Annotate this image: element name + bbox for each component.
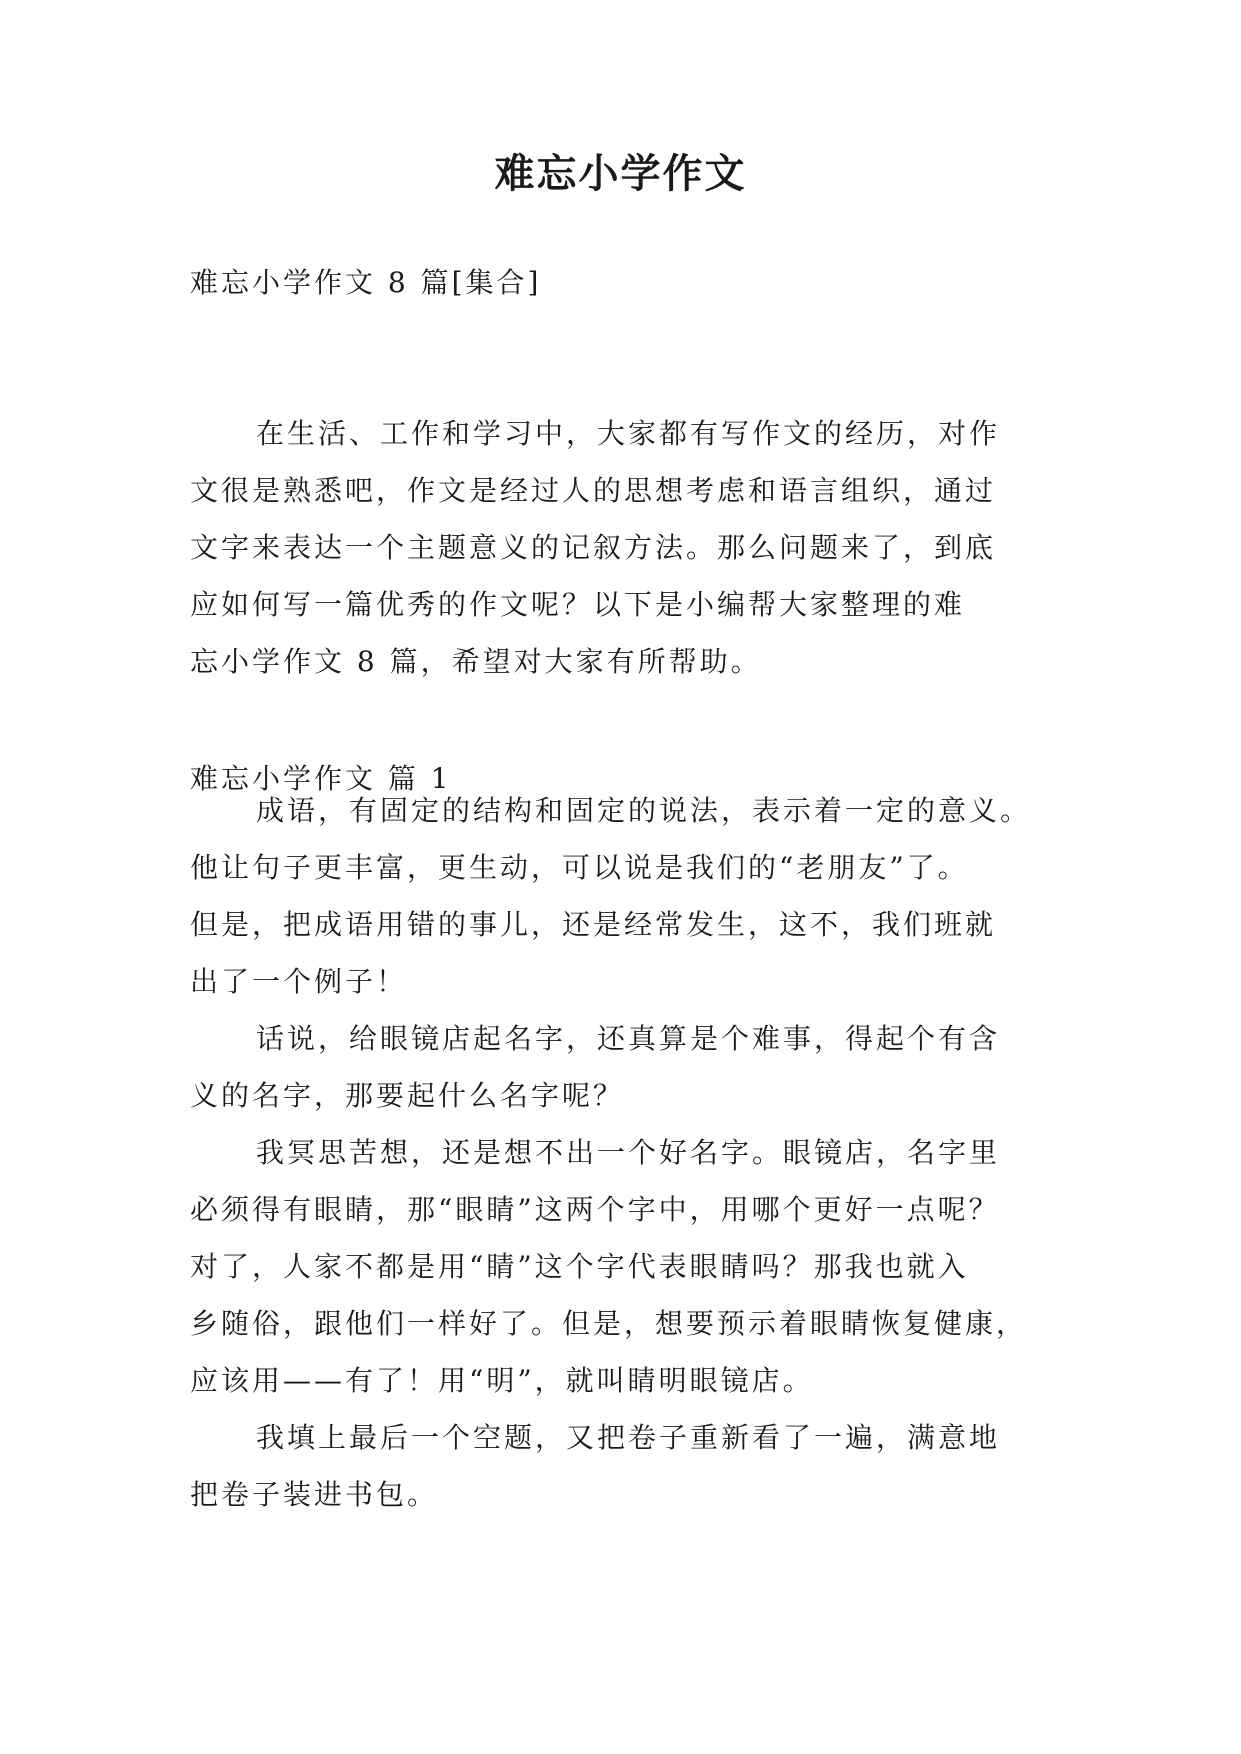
intro-section xyxy=(190,405,1060,690)
body-paragraph: 我填上最后一个空题，又把卷子重新看了一遍，满意地 把卷子装进书包。 xyxy=(190,1421,1001,1511)
body-paragraph: 我冥思苦想，还是想不出一个好名字。眼镜店，名字里 必须得有眼睛，那“眼睛”这两个字中，用哪个更好一点呢？ 对了，人家不都是用“睛”这个字代表眼睛吗？那我也就入 乡随俗，跟他们一样好了。但是，想要预示着眼睛恢复健康， 应该用——有了！用“明”，就叫睛明眼镜店。 xyxy=(190,1136,1028,1397)
body-paragraph: 话说，给眼镜店起名字，还真算是个难事，得起个有含 义的名字，那要起什么名字呢？ xyxy=(190,1022,1001,1112)
section-heading: 难忘小学作文 篇 1 xyxy=(190,762,452,795)
document-subtitle: 难忘小学作文 8 篇[集合] xyxy=(190,266,542,299)
intro-paragraph: 在生活、工作和学习中，大家都有写作文的经历，对作 文很是熟悉吧，作文是经过人的思想考虑和语言组织，通过 文字来表达一个主题意义的记叙方法。那么问题来了，到底 应如何写一篇优秀的作文呢？以下是小编帮大家整理的难 忘小学作文 8 篇，希望对大家有所帮助。 xyxy=(190,417,1001,678)
body-paragraph: 成语，有固定的结构和固定的说法，表示着一定的意义。 他让句子更丰富，更生动，可以说是我们的“老朋友”了。 但是，把成语用错的事儿，还是经常发生，这不，我们班就 出了一个例子！ xyxy=(190,794,1032,998)
section-body xyxy=(190,782,1060,1523)
document-title: 难忘小学作文 xyxy=(494,150,747,197)
